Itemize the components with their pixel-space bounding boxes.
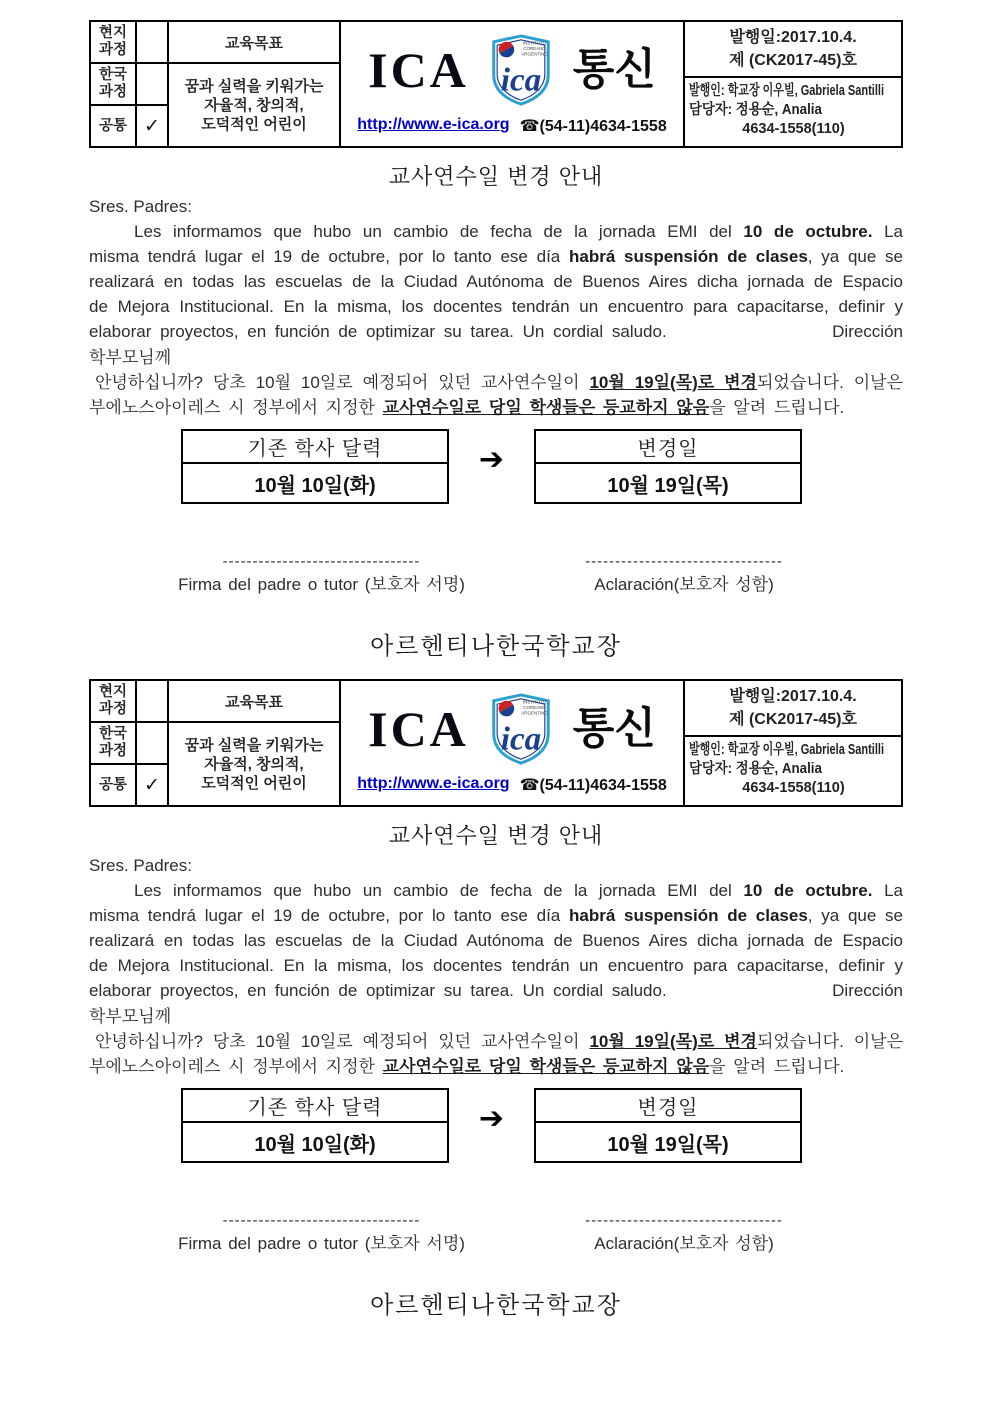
before-date-value: 10월 10일(화)	[254, 1133, 376, 1156]
education-goal-title: 교육목표	[169, 681, 339, 723]
body-paragraph-korean	[89, 370, 903, 420]
program-checkbox-korean	[137, 64, 167, 104]
right-arrow-icon: ➔	[478, 1102, 505, 1135]
notice-copy-1	[89, 20, 903, 661]
signature-field-firma	[149, 552, 494, 598]
firma-label: Firma del padre o tutor (보호자 서명)	[178, 1234, 465, 1253]
ko-bold-new-date: 10월 19일(목)로 변경	[589, 1032, 757, 1051]
es-bold-suspension: habrá suspensión de clases	[569, 906, 808, 925]
motto-line: 꿈과 실력을 키워가는	[184, 77, 324, 95]
notice-title: 교사연수일 변경 안내	[388, 823, 604, 848]
ko-text: 되었습니다. 이날은 부에노스아이레스 시 정부에서 지정한	[89, 1032, 904, 1076]
ica-wordmark: ICA	[368, 701, 469, 757]
newsletter-title: 통신	[572, 704, 656, 753]
body-paragraph-korean	[89, 1029, 903, 1079]
program-label-line: 과정	[98, 42, 127, 58]
program-label-line: 공통	[98, 776, 127, 793]
signature-field-aclaracion	[534, 552, 834, 598]
checkmark-icon: ✓	[144, 115, 160, 137]
date-change-diagram	[181, 1088, 903, 1163]
motto-line: 자율적, 창의적,	[204, 755, 304, 773]
after-date-header: 변경일	[536, 1090, 800, 1123]
program-label-line: 현지	[98, 684, 127, 700]
program-label-common	[91, 106, 137, 146]
es-text: , ya que se realizará en todas las escuelas de la Ciudad Autónoma de Buenos Aires dicha jornada de Espacio de Mejora Institucional. En la misma, los docentes tendrán un encuentro para capacitarse, definir y elaborar proyectos, en función de optimizar su tarea. Un cordial saludo.	[89, 247, 903, 341]
logo-monogram: ica	[500, 62, 542, 99]
school-notice	[89, 20, 903, 661]
program-checkbox-local	[137, 681, 167, 721]
program-label-line: 현지	[98, 25, 127, 41]
es-text: Les informamos que hubo un cambio de fecha de la jornada EMI del	[134, 881, 744, 900]
manager-line: 담당자: 정용순, Analia	[689, 102, 822, 118]
masthead-row	[368, 681, 656, 775]
checkmark-icon: ✓	[144, 774, 160, 796]
program-label-local	[91, 22, 137, 62]
es-bold-suspension: habrá suspensión de clases	[569, 247, 808, 266]
ica-shield-logo-icon	[489, 34, 553, 106]
education-goal-motto	[169, 723, 339, 805]
notice-copy-2	[89, 679, 903, 1320]
program-label-line: 과정	[98, 84, 127, 100]
phone-number: ☎(54-11)4634-1558	[519, 777, 667, 794]
before-date-box	[181, 429, 449, 504]
document-page	[89, 0, 903, 1320]
before-date-value: 10월 10일(화)	[254, 474, 376, 497]
aclaracion-label: Aclaración(보호자 성함)	[594, 1234, 774, 1253]
masthead-row	[368, 22, 656, 116]
program-row-korean	[91, 64, 167, 106]
signature-line: ---------------------------------	[585, 1212, 783, 1229]
after-date-header: 변경일	[536, 431, 800, 464]
program-checkbox-korean	[137, 723, 167, 763]
letterhead-table	[89, 679, 903, 807]
issue-info-cell	[685, 681, 901, 805]
after-date-value: 10월 19일(목)	[607, 474, 729, 497]
school-notice	[89, 679, 903, 1320]
issue-date: 발행일:2017.10.4.	[729, 29, 857, 46]
manager-line: 담당자: 정용순, Analia	[689, 761, 822, 777]
es-text: La misma tendrá lugar el 19 de octubre, por lo tanto ese día	[89, 881, 903, 925]
program-row-korean	[91, 723, 167, 765]
date-change-diagram	[181, 429, 903, 504]
ko-text: 안녕하십니까? 당초 10월 10일로 예정되어 있던 교사연수일이	[95, 373, 590, 392]
program-label-local	[91, 681, 137, 721]
newsletter-title: 통신	[572, 45, 656, 94]
logo-text-line: COREANO	[523, 46, 546, 52]
issue-number: 제 (CK2017-45)호	[729, 711, 857, 728]
program-label-korean	[91, 723, 137, 763]
logo-text-line: COREANO	[523, 705, 546, 711]
signature-field-aclaracion	[534, 1211, 834, 1257]
ko-bold-no-school: 교사연수일로 당일 학생들은 등교하지 않음	[382, 398, 710, 417]
signature-section	[89, 552, 903, 598]
logo-monogram: ica	[500, 721, 542, 758]
website-link[interactable]: http://www.e-ica.org	[357, 116, 510, 133]
issue-number-block	[685, 22, 901, 78]
program-row-common	[91, 765, 167, 805]
after-date-box	[534, 1088, 802, 1163]
issue-number: 제 (CK2017-45)호	[729, 52, 857, 69]
program-label-common	[91, 765, 137, 805]
masthead-contact-row	[357, 775, 666, 805]
ko-text: 을 알려 드립니다.	[709, 1057, 845, 1076]
signature-line: ---------------------------------	[222, 553, 421, 570]
motto-line: 자율적, 창의적,	[204, 96, 304, 114]
body-paragraph-spanish	[89, 219, 903, 344]
logo-text-line: ARGENTINO	[521, 710, 548, 716]
masthead-contact-row	[357, 116, 666, 146]
masthead-cell	[341, 681, 685, 805]
school-principal-signoff: 아르헨티나한국학교장	[370, 1292, 622, 1319]
ko-bold-no-school: 교사연수일로 당일 학생들은 등교하지 않음	[382, 1057, 710, 1076]
logo-text-line: INSTITUTO	[522, 699, 547, 705]
education-goal-cell	[169, 22, 341, 146]
program-check-table	[91, 681, 169, 805]
ica-wordmark: ICA	[368, 42, 469, 98]
publisher-line: 발행인: 학교장 이우빌, Gabriela Santilli	[689, 742, 885, 758]
publisher-block	[685, 737, 901, 805]
program-row-local	[91, 681, 167, 723]
logo-text-line: INSTITUTO	[522, 40, 547, 46]
es-text: , ya que se realizará en todas las escuelas de la Ciudad Autónoma de Buenos Aires dicha jornada de Espacio de Mejora Institucional. En la misma, los docentes tendrán un encuentro para capacitarse, definir y elaborar proyectos, en función de optimizar su tarea. Un cordial saludo.	[89, 906, 903, 1000]
education-goal-motto	[169, 64, 339, 146]
ko-text: 되었습니다. 이날은 부에노스아이레스 시 정부에서 지정한	[89, 373, 904, 417]
publisher-block	[685, 78, 901, 146]
program-label-line: 공통	[98, 117, 127, 134]
program-row-local	[91, 22, 167, 64]
ica-shield-logo-icon	[489, 693, 553, 765]
es-text: La misma tendrá lugar el 19 de octubre, por lo tanto ese día	[89, 222, 903, 266]
masthead-cell	[341, 22, 685, 146]
signature-line: ---------------------------------	[222, 1212, 421, 1229]
direccion-signoff: Dirección	[832, 981, 903, 1000]
es-bold-date: 10 de octubre.	[743, 881, 873, 900]
program-row-common	[91, 106, 167, 146]
salutation-spanish: Sres. Padres:	[89, 856, 192, 875]
education-goal-cell	[169, 681, 341, 805]
website-link[interactable]: http://www.e-ica.org	[357, 775, 510, 792]
ko-text: 을 알려 드립니다.	[709, 398, 845, 417]
before-date-header: 기존 학사 달력	[183, 431, 447, 464]
program-label-line: 과정	[98, 743, 127, 759]
publisher-line: 발행인: 학교장 이우빌, Gabriela Santilli	[689, 83, 885, 99]
contact-extension: 4634-1558(110)	[742, 121, 845, 137]
direccion-signoff: Dirección	[832, 322, 903, 341]
program-label-line: 과정	[98, 701, 127, 717]
before-date-box	[181, 1088, 449, 1163]
program-label-line: 한국	[98, 726, 127, 742]
logo-text-line: ARGENTINO	[521, 51, 548, 57]
signature-line: ---------------------------------	[585, 553, 783, 570]
aclaracion-label: Aclaración(보호자 성함)	[594, 575, 774, 594]
issue-info-cell	[685, 22, 901, 146]
ko-bold-new-date: 10월 19일(목)로 변경	[589, 373, 757, 392]
es-text: Les informamos que hubo un cambio de fecha de la jornada EMI del	[134, 222, 744, 241]
program-check-table	[91, 22, 169, 146]
program-label-line: 한국	[98, 67, 127, 83]
motto-line: 도덕적인 어린이	[201, 774, 307, 792]
signature-field-firma	[149, 1211, 494, 1257]
salutation-korean: 학부모님께	[89, 1007, 172, 1026]
body-paragraph-spanish	[89, 878, 903, 1003]
after-date-box	[534, 429, 802, 504]
program-label-korean	[91, 64, 137, 104]
motto-line: 도덕적인 어린이	[201, 115, 307, 133]
education-goal-title: 교육목표	[169, 22, 339, 64]
contact-extension: 4634-1558(110)	[742, 780, 845, 796]
notice-title: 교사연수일 변경 안내	[388, 164, 604, 189]
after-date-value: 10월 19일(목)	[607, 1133, 729, 1156]
program-checkbox-local	[137, 22, 167, 62]
right-arrow-icon: ➔	[478, 443, 505, 476]
firma-label: Firma del padre o tutor (보호자 서명)	[178, 575, 465, 594]
signature-section	[89, 1211, 903, 1257]
salutation-spanish: Sres. Padres:	[89, 197, 192, 216]
issue-number-block	[685, 681, 901, 737]
motto-line: 꿈과 실력을 키워가는	[184, 736, 324, 754]
school-principal-signoff: 아르헨티나한국학교장	[370, 633, 622, 660]
before-date-header: 기존 학사 달력	[183, 1090, 447, 1123]
salutation-korean: 학부모님께	[89, 348, 172, 367]
phone-number: ☎(54-11)4634-1558	[519, 118, 667, 135]
issue-date: 발행일:2017.10.4.	[729, 688, 857, 705]
es-bold-date: 10 de octubre.	[743, 222, 873, 241]
letterhead-table	[89, 20, 903, 148]
ko-text: 안녕하십니까? 당초 10월 10일로 예정되어 있던 교사연수일이	[95, 1032, 590, 1051]
